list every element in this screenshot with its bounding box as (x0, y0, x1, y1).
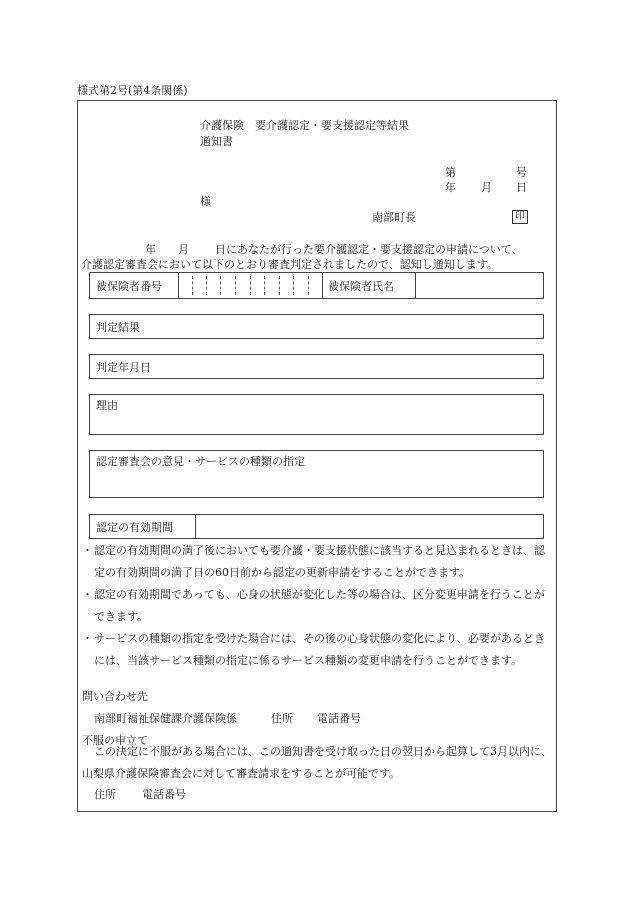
appeal-address-label: 住所 (94, 788, 116, 801)
document-title: 介護保険 要介護認定・要支援認定等結果 (200, 119, 409, 132)
digit-divider (308, 276, 309, 295)
digit-divider (264, 276, 265, 295)
bullet-mark: ・ (82, 632, 93, 645)
reason-row (89, 394, 544, 435)
note-item (82, 540, 552, 584)
note-text: 認定の有効期間であっても、心身の状態が変化した等の場合は、区分変更申請を行うことができます。 (94, 588, 545, 623)
seal-mark: 印 (512, 210, 528, 224)
note-text: サービスの種類の指定を受けた場合には、その後の心身状態の変化により、必要があるときには、当該サービス種類の指定に係るサービス種類の変更申請を行うことができます。 (94, 632, 545, 667)
insured-number-label: 被保険者番号 (96, 279, 162, 293)
divider (195, 515, 196, 538)
bullet-mark: ・ (82, 544, 93, 557)
divider (178, 273, 179, 298)
validity-row (89, 514, 544, 539)
opinion-label: 認定審査会の意見・サービスの種類の指定 (96, 455, 305, 468)
date-month-label: 月 (481, 181, 492, 194)
intro-line1: 日にあなたが行った要介護認定・要支援認定の申請について、 (215, 243, 523, 256)
result-label: 判定結果 (96, 320, 140, 334)
number-suffix: 号 (516, 166, 527, 179)
note-text: 認定の有効期間の満了後においても要介護・要支援状態に該当すると見込まれるときは、認定の有効期間の満了日の60日前から認定の更新申請をすることができます。 (94, 544, 545, 579)
digit-divider (192, 276, 193, 295)
divider (415, 273, 416, 298)
issuer-name: 南部町長 (372, 211, 416, 224)
intro-year: 年 (145, 243, 156, 256)
bullet-mark: ・ (82, 588, 93, 601)
digit-divider (279, 276, 280, 295)
digit-divider (250, 276, 251, 295)
reason-label: 理由 (96, 399, 118, 412)
date-year-label: 年 (445, 181, 456, 194)
contact-address-label: 住所 (271, 712, 293, 725)
digit-divider (293, 276, 294, 295)
document-title-line2: 通知書 (200, 135, 233, 148)
contact-phone-label: 電話番号 (317, 712, 361, 725)
opinion-row (89, 450, 544, 498)
insured-row (89, 272, 544, 299)
digit-divider (206, 276, 207, 295)
note-item (82, 628, 552, 672)
result-row (89, 314, 544, 339)
judgment-date-row (89, 354, 544, 379)
digit-divider (220, 276, 221, 295)
intro-line2: 介護認定審査会において以下のとおり審査判定されましたので、認知し通知します。 (81, 258, 498, 271)
divider (322, 273, 323, 298)
insured-name-label: 被保険者氏名 (328, 279, 394, 293)
judgment-date-label: 判定年月日 (96, 360, 151, 374)
validity-label: 認定の有効期間 (96, 520, 173, 534)
note-item (82, 584, 552, 628)
digit-divider (235, 276, 236, 295)
addressee-suffix: 様 (200, 195, 211, 208)
date-day-label: 日 (516, 181, 527, 194)
appeal-body: この決定に不服がある場合には、この通知書を受け取った日の翌日から起算して3月以内に、山梨県介護保険審査会に対して審査請求をすることが可能です。 (82, 745, 552, 780)
form-label: 様式第2号(第4条関係) (77, 84, 188, 97)
number-prefix: 第 (445, 166, 456, 179)
appeal-heading: 不服の申立て (82, 734, 148, 747)
contact-heading: 問い合わせ先 (82, 690, 148, 703)
intro-month: 月 (178, 243, 189, 256)
contact-office: 南部町福祉保健課介護保険係 (94, 712, 237, 725)
appeal-phone-label: 電話番号 (142, 788, 186, 801)
